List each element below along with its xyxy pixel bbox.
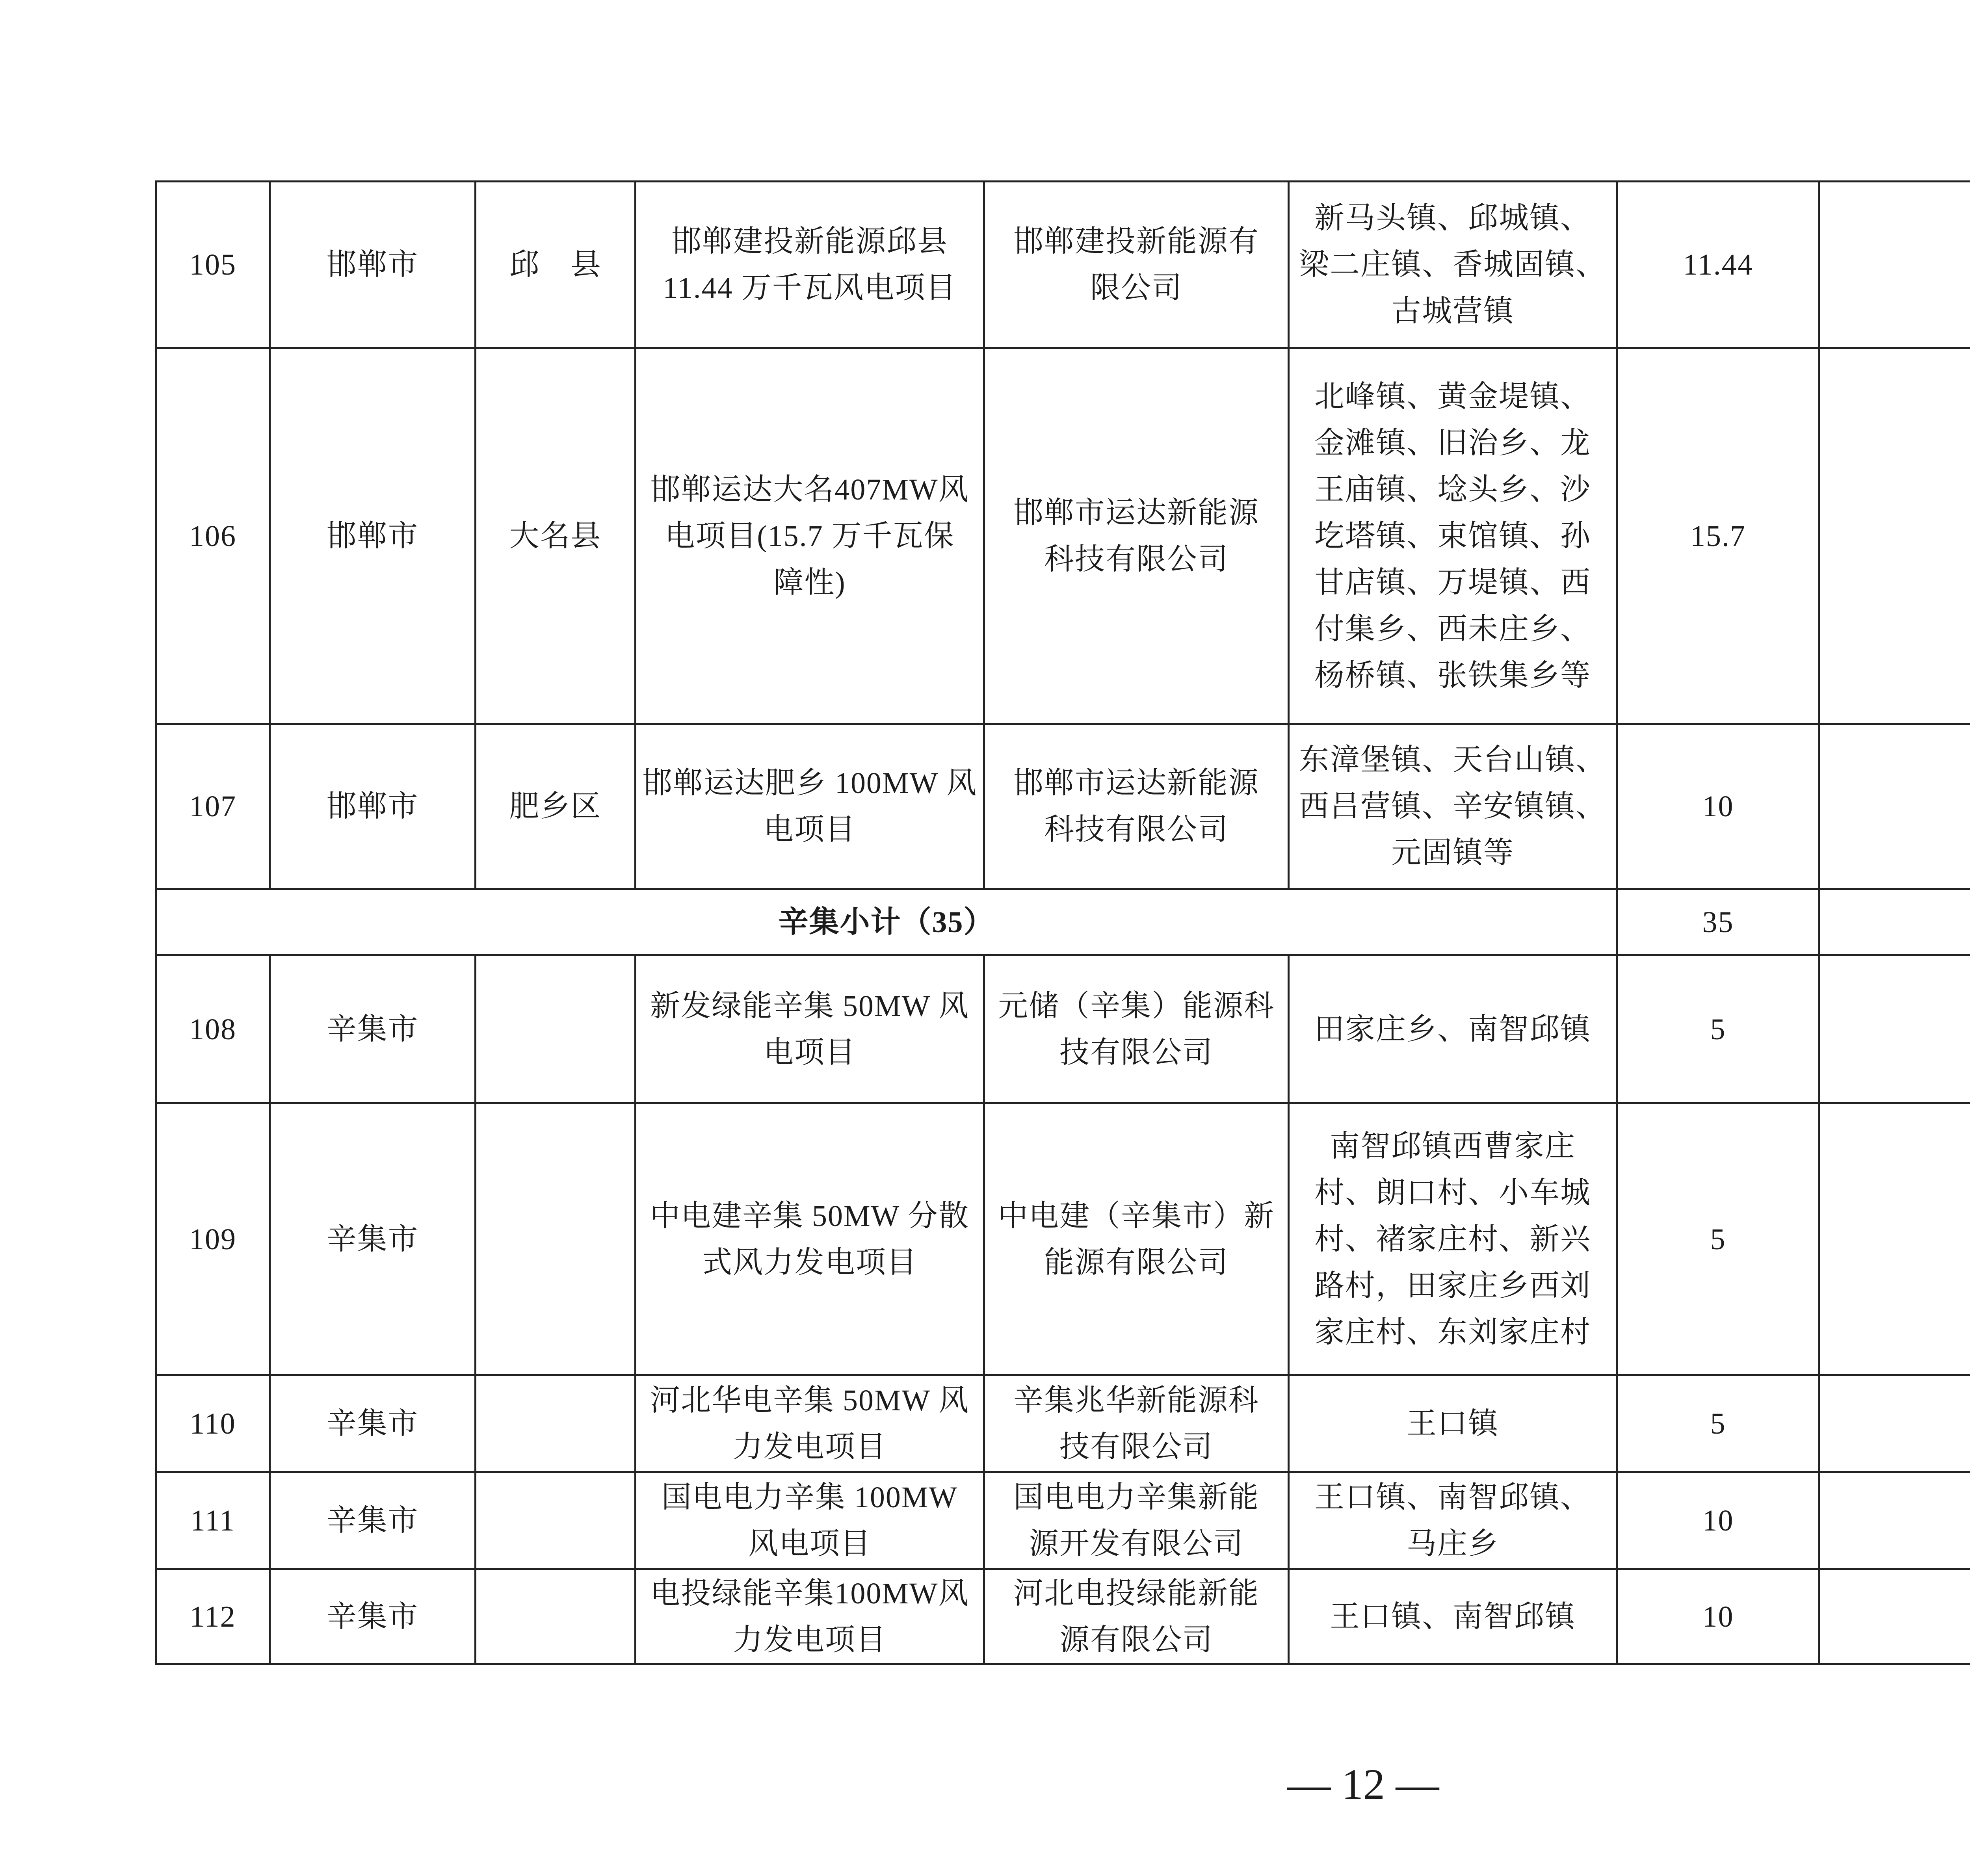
cell-capacity: 5 — [1617, 955, 1819, 1103]
cell-location: 田家庄乡、南智邱镇 — [1289, 955, 1617, 1103]
table-row — [156, 182, 1970, 348]
cell-county — [476, 1472, 636, 1569]
cell-seq: 110 — [156, 1375, 270, 1472]
cell-company: 邯郸建投新能源有 限公司 — [984, 182, 1289, 348]
cell-seq: 111 — [156, 1472, 270, 1569]
cell-city: 邯郸市 — [270, 182, 476, 348]
cell-city: 邯郸市 — [270, 348, 476, 724]
cell-company: 元储（辛集）能源科 技有限公司 — [984, 955, 1289, 1103]
cell-empty — [1819, 1375, 1970, 1472]
cell-county — [476, 1103, 636, 1375]
cell-seq: 109 — [156, 1103, 270, 1375]
cell-empty — [1819, 1569, 1970, 1664]
cell-city: 辛集市 — [270, 1103, 476, 1375]
cell-county: 肥乡区 — [476, 724, 636, 889]
cell-city: 辛集市 — [270, 1472, 476, 1569]
cell-location: 王口镇、南智邱镇、 马庄乡 — [1289, 1472, 1617, 1569]
cell-county: 邱 县 — [476, 182, 636, 348]
cell-city: 辛集市 — [270, 1569, 476, 1664]
table-row — [156, 1472, 1970, 1569]
cell-empty — [1819, 1472, 1970, 1569]
cell-capacity: 11.44 — [1617, 182, 1819, 348]
cell-empty — [1819, 182, 1970, 348]
cell-county — [476, 1375, 636, 1472]
cell-capacity: 5 — [1617, 1103, 1819, 1375]
cell-capacity: 10 — [1617, 1472, 1819, 1569]
cell-project: 河北华电辛集 50MW 风 力发电项目 — [636, 1375, 984, 1472]
cell-county — [476, 955, 636, 1103]
table-row — [156, 724, 1970, 889]
cell-project: 邯郸建投新能源邱县 11.44 万千瓦风电项目 — [636, 182, 984, 348]
cell-seq: 107 — [156, 724, 270, 889]
cell-empty — [1819, 889, 1970, 955]
cell-seq: 106 — [156, 348, 270, 724]
cell-project: 国电电力辛集 100MW 风电项目 — [636, 1472, 984, 1569]
cell-city: 邯郸市 — [270, 724, 476, 889]
cell-empty — [1819, 348, 1970, 724]
cell-seq: 105 — [156, 182, 270, 348]
cell-seq: 112 — [156, 1569, 270, 1664]
table-row — [156, 1569, 1970, 1664]
cell-capacity: 10 — [1617, 1569, 1819, 1664]
cell-empty — [1819, 724, 1970, 889]
cell-location: 王口镇 — [1289, 1375, 1617, 1472]
cell-project: 邯郸运达大名407MW风 电项目(15.7 万千瓦保 障性) — [636, 348, 984, 724]
cell-capacity: 15.7 — [1617, 348, 1819, 724]
cell-project: 邯郸运达肥乡 100MW 风 电项目 — [636, 724, 984, 889]
cell-capacity: 5 — [1617, 1375, 1819, 1472]
cell-location: 新马头镇、邱城镇、 梁二庄镇、香城固镇、 古城营镇 — [1289, 182, 1617, 348]
cell-company: 辛集兆华新能源科 技有限公司 — [984, 1375, 1289, 1472]
table-row — [156, 1103, 1970, 1375]
cell-location: 北峰镇、黄金堤镇、 金滩镇、旧治乡、龙 王庙镇、埝头乡、沙 圪塔镇、束馆镇、孙 甘店镇、万堤镇、西 付集乡、西未庄乡、 杨桥镇、张铁集乡等 — [1289, 348, 1617, 724]
cell-empty — [1819, 1103, 1970, 1375]
subtotal-row — [156, 889, 1970, 955]
table-row — [156, 955, 1970, 1103]
cell-empty — [1819, 955, 1970, 1103]
cell-seq: 108 — [156, 955, 270, 1103]
cell-project: 电投绿能辛集100MW风 力发电项目 — [636, 1569, 984, 1664]
cell-location: 南智邱镇西曹家庄 村、朗口村、小车城 村、褚家庄村、新兴 路村，田家庄乡西刘 家庄村、东刘家庄村 — [1289, 1103, 1617, 1375]
cell-company: 邯郸市运达新能源 科技有限公司 — [984, 348, 1289, 724]
cell-location: 王口镇、南智邱镇 — [1289, 1569, 1617, 1664]
cell-project: 新发绿能辛集 50MW 风 电项目 — [636, 955, 984, 1103]
cell-project: 中电建辛集 50MW 分散 式风力发电项目 — [636, 1103, 984, 1375]
table-row — [156, 1375, 1970, 1472]
cell-county — [476, 1569, 636, 1664]
cell-county: 大名县 — [476, 348, 636, 724]
page-number: — 12 — — [1287, 1760, 1439, 1808]
cell-capacity: 10 — [1617, 724, 1819, 889]
cell-city: 辛集市 — [270, 955, 476, 1103]
cell-company: 国电电力辛集新能 源开发有限公司 — [984, 1472, 1289, 1569]
subtotal-label: 辛集小计（35） — [156, 889, 1617, 955]
cell-company: 中电建（辛集市）新 能源有限公司 — [984, 1103, 1289, 1375]
table-row — [156, 348, 1970, 724]
project-table — [155, 180, 1970, 1665]
cell-city: 辛集市 — [270, 1375, 476, 1472]
cell-location: 东漳堡镇、天台山镇、 西吕营镇、辛安镇镇、 元固镇等 — [1289, 724, 1617, 889]
cell-company: 邯郸市运达新能源 科技有限公司 — [984, 724, 1289, 889]
cell-company: 河北电投绿能新能 源有限公司 — [984, 1569, 1289, 1664]
subtotal-capacity: 35 — [1617, 889, 1819, 955]
